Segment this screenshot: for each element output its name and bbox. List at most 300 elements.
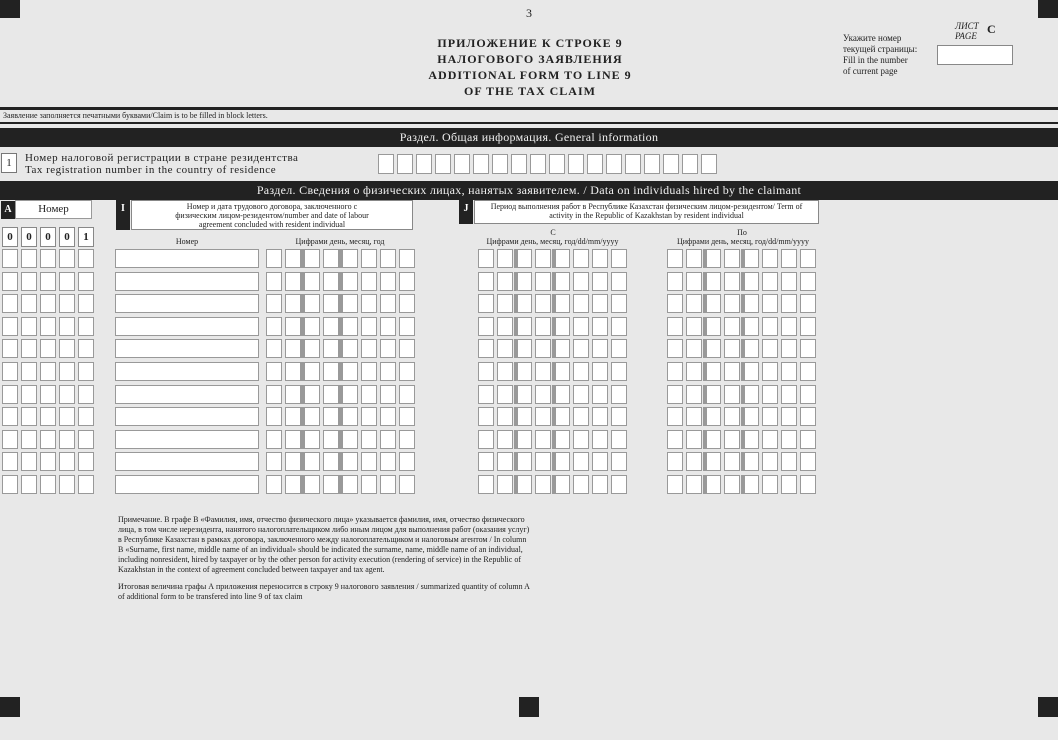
column-j-to-date-cell[interactable] [800,249,816,268]
column-j-from-date-cell[interactable] [554,475,570,494]
column-i-date-cell[interactable] [361,249,377,268]
column-j-to-date-cell[interactable] [800,475,816,494]
column-a-cell[interactable] [78,362,94,381]
column-j-from-date-cell[interactable] [592,385,608,404]
column-a-cell[interactable] [40,272,56,291]
column-i-date-cell[interactable] [399,294,415,313]
column-a-cell[interactable] [2,317,18,336]
column-j-from-date-cell[interactable] [611,249,627,268]
tax-registration-char-box[interactable] [663,154,679,174]
column-a-cell[interactable] [78,339,94,358]
column-i-number-field[interactable] [115,294,259,313]
tax-registration-char-box[interactable] [587,154,603,174]
column-a-cell[interactable] [59,385,75,404]
column-j-to-date-cell[interactable] [705,475,721,494]
column-a-cell[interactable] [40,452,56,471]
column-j-from-date-cell[interactable] [516,430,532,449]
column-j-from-date-cell[interactable] [497,362,513,381]
column-i-date-cell[interactable] [361,407,377,426]
column-j-to-date-cell[interactable] [686,249,702,268]
column-j-to-date-cell[interactable] [667,317,683,336]
column-i-date-cell[interactable] [380,430,396,449]
column-j-to-date-cell[interactable] [686,294,702,313]
column-a-cell[interactable] [21,317,37,336]
column-i-number-field[interactable] [115,475,259,494]
column-j-from-date-cell[interactable] [592,407,608,426]
column-j-to-date-cell[interactable] [724,317,740,336]
tax-registration-char-box[interactable] [644,154,660,174]
column-j-from-date-cell[interactable] [535,452,551,471]
column-i-date-cell[interactable] [285,385,301,404]
column-j-to-date-cell[interactable] [800,430,816,449]
column-j-to-date-cell[interactable] [724,249,740,268]
column-a-cell[interactable] [59,362,75,381]
column-j-to-date-cell[interactable] [743,317,759,336]
column-a-cell[interactable] [78,407,94,426]
column-j-to-date-cell[interactable] [762,339,778,358]
tax-registration-char-box[interactable] [511,154,527,174]
column-j-to-date-cell[interactable] [762,430,778,449]
column-j-to-date-cell[interactable] [667,339,683,358]
column-i-date-cell[interactable] [323,249,339,268]
column-j-from-date-cell[interactable] [497,385,513,404]
column-i-date-cell[interactable] [304,407,320,426]
column-a-cell[interactable] [40,362,56,381]
column-i-date-cell[interactable] [342,452,358,471]
column-j-from-date-cell[interactable] [497,272,513,291]
column-j-from-date-cell[interactable] [592,475,608,494]
column-j-from-date-cell[interactable] [535,339,551,358]
column-j-from-date-cell[interactable] [573,475,589,494]
column-i-date-cell[interactable] [380,249,396,268]
column-i-date-cell[interactable] [361,362,377,381]
column-j-to-date-cell[interactable] [743,294,759,313]
column-j-from-date-cell[interactable] [554,317,570,336]
column-j-to-date-cell[interactable] [724,407,740,426]
column-a-cell[interactable] [78,385,94,404]
column-j-from-date-cell[interactable] [497,430,513,449]
column-a-cell[interactable] [78,430,94,449]
column-i-date-cell[interactable] [361,317,377,336]
column-j-from-date-cell[interactable] [611,362,627,381]
column-i-date-cell[interactable] [399,339,415,358]
column-a-cell[interactable] [59,407,75,426]
tax-registration-char-box[interactable] [454,154,470,174]
column-j-to-date-cell[interactable] [705,317,721,336]
column-j-from-date-cell[interactable] [497,317,513,336]
column-i-date-cell[interactable] [361,339,377,358]
column-j-from-date-cell[interactable] [516,272,532,291]
column-i-date-cell[interactable] [342,339,358,358]
column-j-to-date-cell[interactable] [686,407,702,426]
column-a-cell[interactable] [59,452,75,471]
column-j-to-date-cell[interactable] [762,249,778,268]
column-j-from-date-cell[interactable] [535,475,551,494]
column-j-to-date-cell[interactable] [724,272,740,291]
column-a-cell[interactable] [59,339,75,358]
column-i-date-cell[interactable] [266,430,282,449]
column-j-to-date-cell[interactable] [667,407,683,426]
column-a-cell[interactable] [59,317,75,336]
column-i-date-cell[interactable] [285,272,301,291]
column-a-cell[interactable] [2,294,18,313]
column-j-to-date-cell[interactable] [743,430,759,449]
column-j-to-date-cell[interactable] [762,294,778,313]
column-j-from-date-cell[interactable] [611,317,627,336]
column-j-to-date-cell[interactable] [724,362,740,381]
column-a-cell[interactable] [21,475,37,494]
column-i-date-cell[interactable] [342,249,358,268]
column-j-from-date-cell[interactable] [516,249,532,268]
column-j-from-date-cell[interactable] [478,339,494,358]
column-i-date-cell[interactable] [285,294,301,313]
tax-registration-char-box[interactable] [397,154,413,174]
column-j-from-date-cell[interactable] [535,430,551,449]
column-j-from-date-cell[interactable] [573,407,589,426]
column-i-date-cell[interactable] [342,407,358,426]
column-a-cell[interactable] [21,339,37,358]
column-j-from-date-cell[interactable] [611,407,627,426]
column-i-date-cell[interactable] [323,294,339,313]
column-a-cell[interactable] [2,407,18,426]
column-i-date-cell[interactable] [399,362,415,381]
column-j-from-date-cell[interactable] [535,317,551,336]
column-j-to-date-cell[interactable] [800,407,816,426]
column-j-from-date-cell[interactable] [554,430,570,449]
column-j-to-date-cell[interactable] [743,475,759,494]
column-i-date-cell[interactable] [323,339,339,358]
column-j-to-date-cell[interactable] [667,475,683,494]
column-a-cell[interactable] [59,249,75,268]
column-j-to-date-cell[interactable] [686,272,702,291]
column-j-from-date-cell[interactable] [554,452,570,471]
column-j-from-date-cell[interactable] [497,452,513,471]
column-i-date-cell[interactable] [323,272,339,291]
column-i-date-cell[interactable] [361,294,377,313]
column-a-cell[interactable] [40,407,56,426]
column-j-from-date-cell[interactable] [497,475,513,494]
column-a-cell[interactable] [78,317,94,336]
column-j-from-date-cell[interactable] [478,317,494,336]
column-j-from-date-cell[interactable] [516,294,532,313]
column-j-to-date-cell[interactable] [781,407,797,426]
column-j-from-date-cell[interactable] [478,475,494,494]
column-j-from-date-cell[interactable] [535,272,551,291]
column-j-from-date-cell[interactable] [478,430,494,449]
tax-registration-char-box[interactable] [435,154,451,174]
column-j-from-date-cell[interactable] [478,407,494,426]
column-i-date-cell[interactable] [266,249,282,268]
column-j-to-date-cell[interactable] [724,475,740,494]
column-j-to-date-cell[interactable] [762,407,778,426]
column-j-to-date-cell[interactable] [705,294,721,313]
column-j-to-date-cell[interactable] [762,317,778,336]
column-i-date-cell[interactable] [342,272,358,291]
column-i-date-cell[interactable] [380,294,396,313]
column-i-date-cell[interactable] [399,475,415,494]
column-j-from-date-cell[interactable] [554,339,570,358]
column-i-date-cell[interactable] [285,249,301,268]
column-j-to-date-cell[interactable] [762,475,778,494]
tax-registration-char-box[interactable] [378,154,394,174]
column-i-date-cell[interactable] [399,317,415,336]
column-a-cell[interactable] [2,362,18,381]
column-i-date-cell[interactable] [380,452,396,471]
column-i-date-cell[interactable] [380,317,396,336]
column-a-cell[interactable] [78,249,94,268]
column-i-date-cell[interactable] [266,362,282,381]
column-i-date-cell[interactable] [361,452,377,471]
tax-registration-char-box[interactable] [625,154,641,174]
column-i-date-cell[interactable] [304,430,320,449]
column-j-to-date-cell[interactable] [800,317,816,336]
tax-registration-char-box[interactable] [473,154,489,174]
column-j-to-date-cell[interactable] [686,475,702,494]
column-i-date-cell[interactable] [285,339,301,358]
column-i-number-field[interactable] [115,407,259,426]
column-i-date-cell[interactable] [266,294,282,313]
column-a-cell[interactable] [59,272,75,291]
column-a-cell[interactable] [2,272,18,291]
column-j-to-date-cell[interactable] [686,385,702,404]
column-i-date-cell[interactable] [380,475,396,494]
column-j-from-date-cell[interactable] [535,385,551,404]
column-j-from-date-cell[interactable] [478,362,494,381]
tax-registration-char-box[interactable] [416,154,432,174]
tax-registration-char-box[interactable] [568,154,584,174]
column-j-from-date-cell[interactable] [554,385,570,404]
column-i-number-field[interactable] [115,339,259,358]
column-a-cell[interactable] [40,430,56,449]
column-j-to-date-cell[interactable] [705,385,721,404]
column-j-from-date-cell[interactable] [516,407,532,426]
column-j-from-date-cell[interactable] [611,385,627,404]
column-j-from-date-cell[interactable] [535,362,551,381]
column-j-to-date-cell[interactable] [800,339,816,358]
column-j-from-date-cell[interactable] [497,339,513,358]
column-i-number-field[interactable] [115,362,259,381]
column-j-from-date-cell[interactable] [573,385,589,404]
column-j-to-date-cell[interactable] [781,272,797,291]
column-j-to-date-cell[interactable] [800,385,816,404]
column-j-from-date-cell[interactable] [592,362,608,381]
column-j-from-date-cell[interactable] [516,339,532,358]
column-i-date-cell[interactable] [342,294,358,313]
column-a-cell[interactable] [59,430,75,449]
column-j-from-date-cell[interactable] [554,294,570,313]
column-j-to-date-cell[interactable] [781,430,797,449]
column-j-from-date-cell[interactable] [535,294,551,313]
column-i-date-cell[interactable] [323,452,339,471]
column-i-date-cell[interactable] [380,407,396,426]
column-i-date-cell[interactable] [266,317,282,336]
column-i-date-cell[interactable] [399,407,415,426]
column-a-cell[interactable] [40,249,56,268]
column-i-date-cell[interactable] [342,317,358,336]
column-j-to-date-cell[interactable] [686,339,702,358]
column-i-date-cell[interactable] [323,407,339,426]
column-j-to-date-cell[interactable] [705,430,721,449]
column-j-to-date-cell[interactable] [705,272,721,291]
column-i-date-cell[interactable] [304,475,320,494]
column-j-to-date-cell[interactable] [667,362,683,381]
column-i-date-cell[interactable] [342,362,358,381]
column-i-date-cell[interactable] [380,385,396,404]
column-j-from-date-cell[interactable] [516,452,532,471]
column-j-to-date-cell[interactable] [686,362,702,381]
column-i-date-cell[interactable] [266,272,282,291]
column-j-from-date-cell[interactable] [573,249,589,268]
column-i-date-cell[interactable] [266,407,282,426]
column-j-to-date-cell[interactable] [743,339,759,358]
column-a-cell[interactable] [21,430,37,449]
column-j-to-date-cell[interactable] [705,407,721,426]
column-i-date-cell[interactable] [304,272,320,291]
column-i-date-cell[interactable] [266,452,282,471]
column-a-cell[interactable] [59,294,75,313]
column-j-from-date-cell[interactable] [516,362,532,381]
column-j-to-date-cell[interactable] [686,452,702,471]
column-a-cell[interactable] [21,385,37,404]
column-j-from-date-cell[interactable] [611,452,627,471]
column-j-to-date-cell[interactable] [800,362,816,381]
column-j-to-date-cell[interactable] [705,339,721,358]
tax-registration-char-box[interactable] [682,154,698,174]
column-i-date-cell[interactable] [266,475,282,494]
column-j-to-date-cell[interactable] [743,407,759,426]
column-j-to-date-cell[interactable] [686,317,702,336]
column-j-from-date-cell[interactable] [478,385,494,404]
column-j-from-date-cell[interactable] [497,407,513,426]
column-i-date-cell[interactable] [399,385,415,404]
column-j-from-date-cell[interactable] [535,407,551,426]
column-j-from-date-cell[interactable] [554,407,570,426]
column-j-from-date-cell[interactable] [592,452,608,471]
column-j-to-date-cell[interactable] [667,249,683,268]
column-i-date-cell[interactable] [361,475,377,494]
column-j-from-date-cell[interactable] [611,339,627,358]
column-j-from-date-cell[interactable] [497,294,513,313]
column-i-date-cell[interactable] [285,475,301,494]
tax-registration-char-box[interactable] [606,154,622,174]
column-i-date-cell[interactable] [323,362,339,381]
column-i-date-cell[interactable] [323,430,339,449]
tax-registration-char-box[interactable] [492,154,508,174]
column-j-from-date-cell[interactable] [554,362,570,381]
column-i-date-cell[interactable] [342,475,358,494]
column-i-number-field[interactable] [115,272,259,291]
column-j-to-date-cell[interactable] [781,339,797,358]
column-a-cell[interactable] [21,407,37,426]
column-i-date-cell[interactable] [323,475,339,494]
column-i-number-field[interactable] [115,430,259,449]
tax-registration-char-box[interactable] [701,154,717,174]
column-j-from-date-cell[interactable] [592,272,608,291]
column-j-to-date-cell[interactable] [781,452,797,471]
column-j-from-date-cell[interactable] [611,475,627,494]
column-a-cell[interactable] [78,475,94,494]
column-j-from-date-cell[interactable] [573,317,589,336]
column-i-date-cell[interactable] [304,249,320,268]
column-i-date-cell[interactable] [399,249,415,268]
column-j-from-date-cell[interactable] [573,430,589,449]
column-a-cell[interactable] [40,317,56,336]
column-j-from-date-cell[interactable] [573,294,589,313]
column-j-to-date-cell[interactable] [781,475,797,494]
column-j-to-date-cell[interactable] [800,452,816,471]
column-j-to-date-cell[interactable] [762,385,778,404]
column-i-date-cell[interactable] [399,452,415,471]
column-j-to-date-cell[interactable] [762,452,778,471]
column-j-from-date-cell[interactable] [573,339,589,358]
column-i-date-cell[interactable] [266,339,282,358]
column-j-to-date-cell[interactable] [800,272,816,291]
column-a-cell[interactable] [21,272,37,291]
column-i-date-cell[interactable] [342,385,358,404]
column-i-date-cell[interactable] [361,272,377,291]
column-i-date-cell[interactable] [342,430,358,449]
column-i-date-cell[interactable] [304,452,320,471]
column-a-cell[interactable] [21,294,37,313]
column-a-cell[interactable] [21,249,37,268]
column-j-from-date-cell[interactable] [478,294,494,313]
column-i-date-cell[interactable] [380,362,396,381]
column-j-from-date-cell[interactable] [573,272,589,291]
column-a-cell[interactable] [40,294,56,313]
column-a-cell[interactable] [21,362,37,381]
column-j-to-date-cell[interactable] [781,385,797,404]
column-j-from-date-cell[interactable] [611,272,627,291]
column-j-to-date-cell[interactable] [724,430,740,449]
column-j-to-date-cell[interactable] [667,272,683,291]
column-i-date-cell[interactable] [285,407,301,426]
column-a-cell[interactable] [59,475,75,494]
column-j-from-date-cell[interactable] [516,317,532,336]
column-j-from-date-cell[interactable] [592,294,608,313]
column-i-date-cell[interactable] [285,430,301,449]
column-j-to-date-cell[interactable] [705,249,721,268]
page-number-input[interactable] [937,45,1013,65]
tax-registration-char-box[interactable] [549,154,565,174]
column-j-to-date-cell[interactable] [705,362,721,381]
column-j-to-date-cell[interactable] [667,385,683,404]
column-j-to-date-cell[interactable] [724,452,740,471]
column-i-date-cell[interactable] [304,317,320,336]
column-i-number-field[interactable] [115,249,259,268]
column-i-number-field[interactable] [115,452,259,471]
column-j-to-date-cell[interactable] [686,430,702,449]
column-j-to-date-cell[interactable] [705,452,721,471]
column-j-from-date-cell[interactable] [573,452,589,471]
column-j-to-date-cell[interactable] [762,362,778,381]
column-j-from-date-cell[interactable] [478,452,494,471]
column-a-cell[interactable] [78,452,94,471]
column-j-from-date-cell[interactable] [554,249,570,268]
column-i-date-cell[interactable] [380,339,396,358]
column-i-date-cell[interactable] [304,339,320,358]
column-j-to-date-cell[interactable] [781,294,797,313]
column-a-cell[interactable] [40,475,56,494]
column-a-cell[interactable] [2,475,18,494]
column-j-from-date-cell[interactable] [592,339,608,358]
column-i-date-cell[interactable] [323,385,339,404]
column-j-to-date-cell[interactable] [724,294,740,313]
column-i-date-cell[interactable] [285,317,301,336]
column-j-to-date-cell[interactable] [667,430,683,449]
column-j-from-date-cell[interactable] [554,272,570,291]
column-j-from-date-cell[interactable] [478,249,494,268]
column-j-to-date-cell[interactable] [743,452,759,471]
